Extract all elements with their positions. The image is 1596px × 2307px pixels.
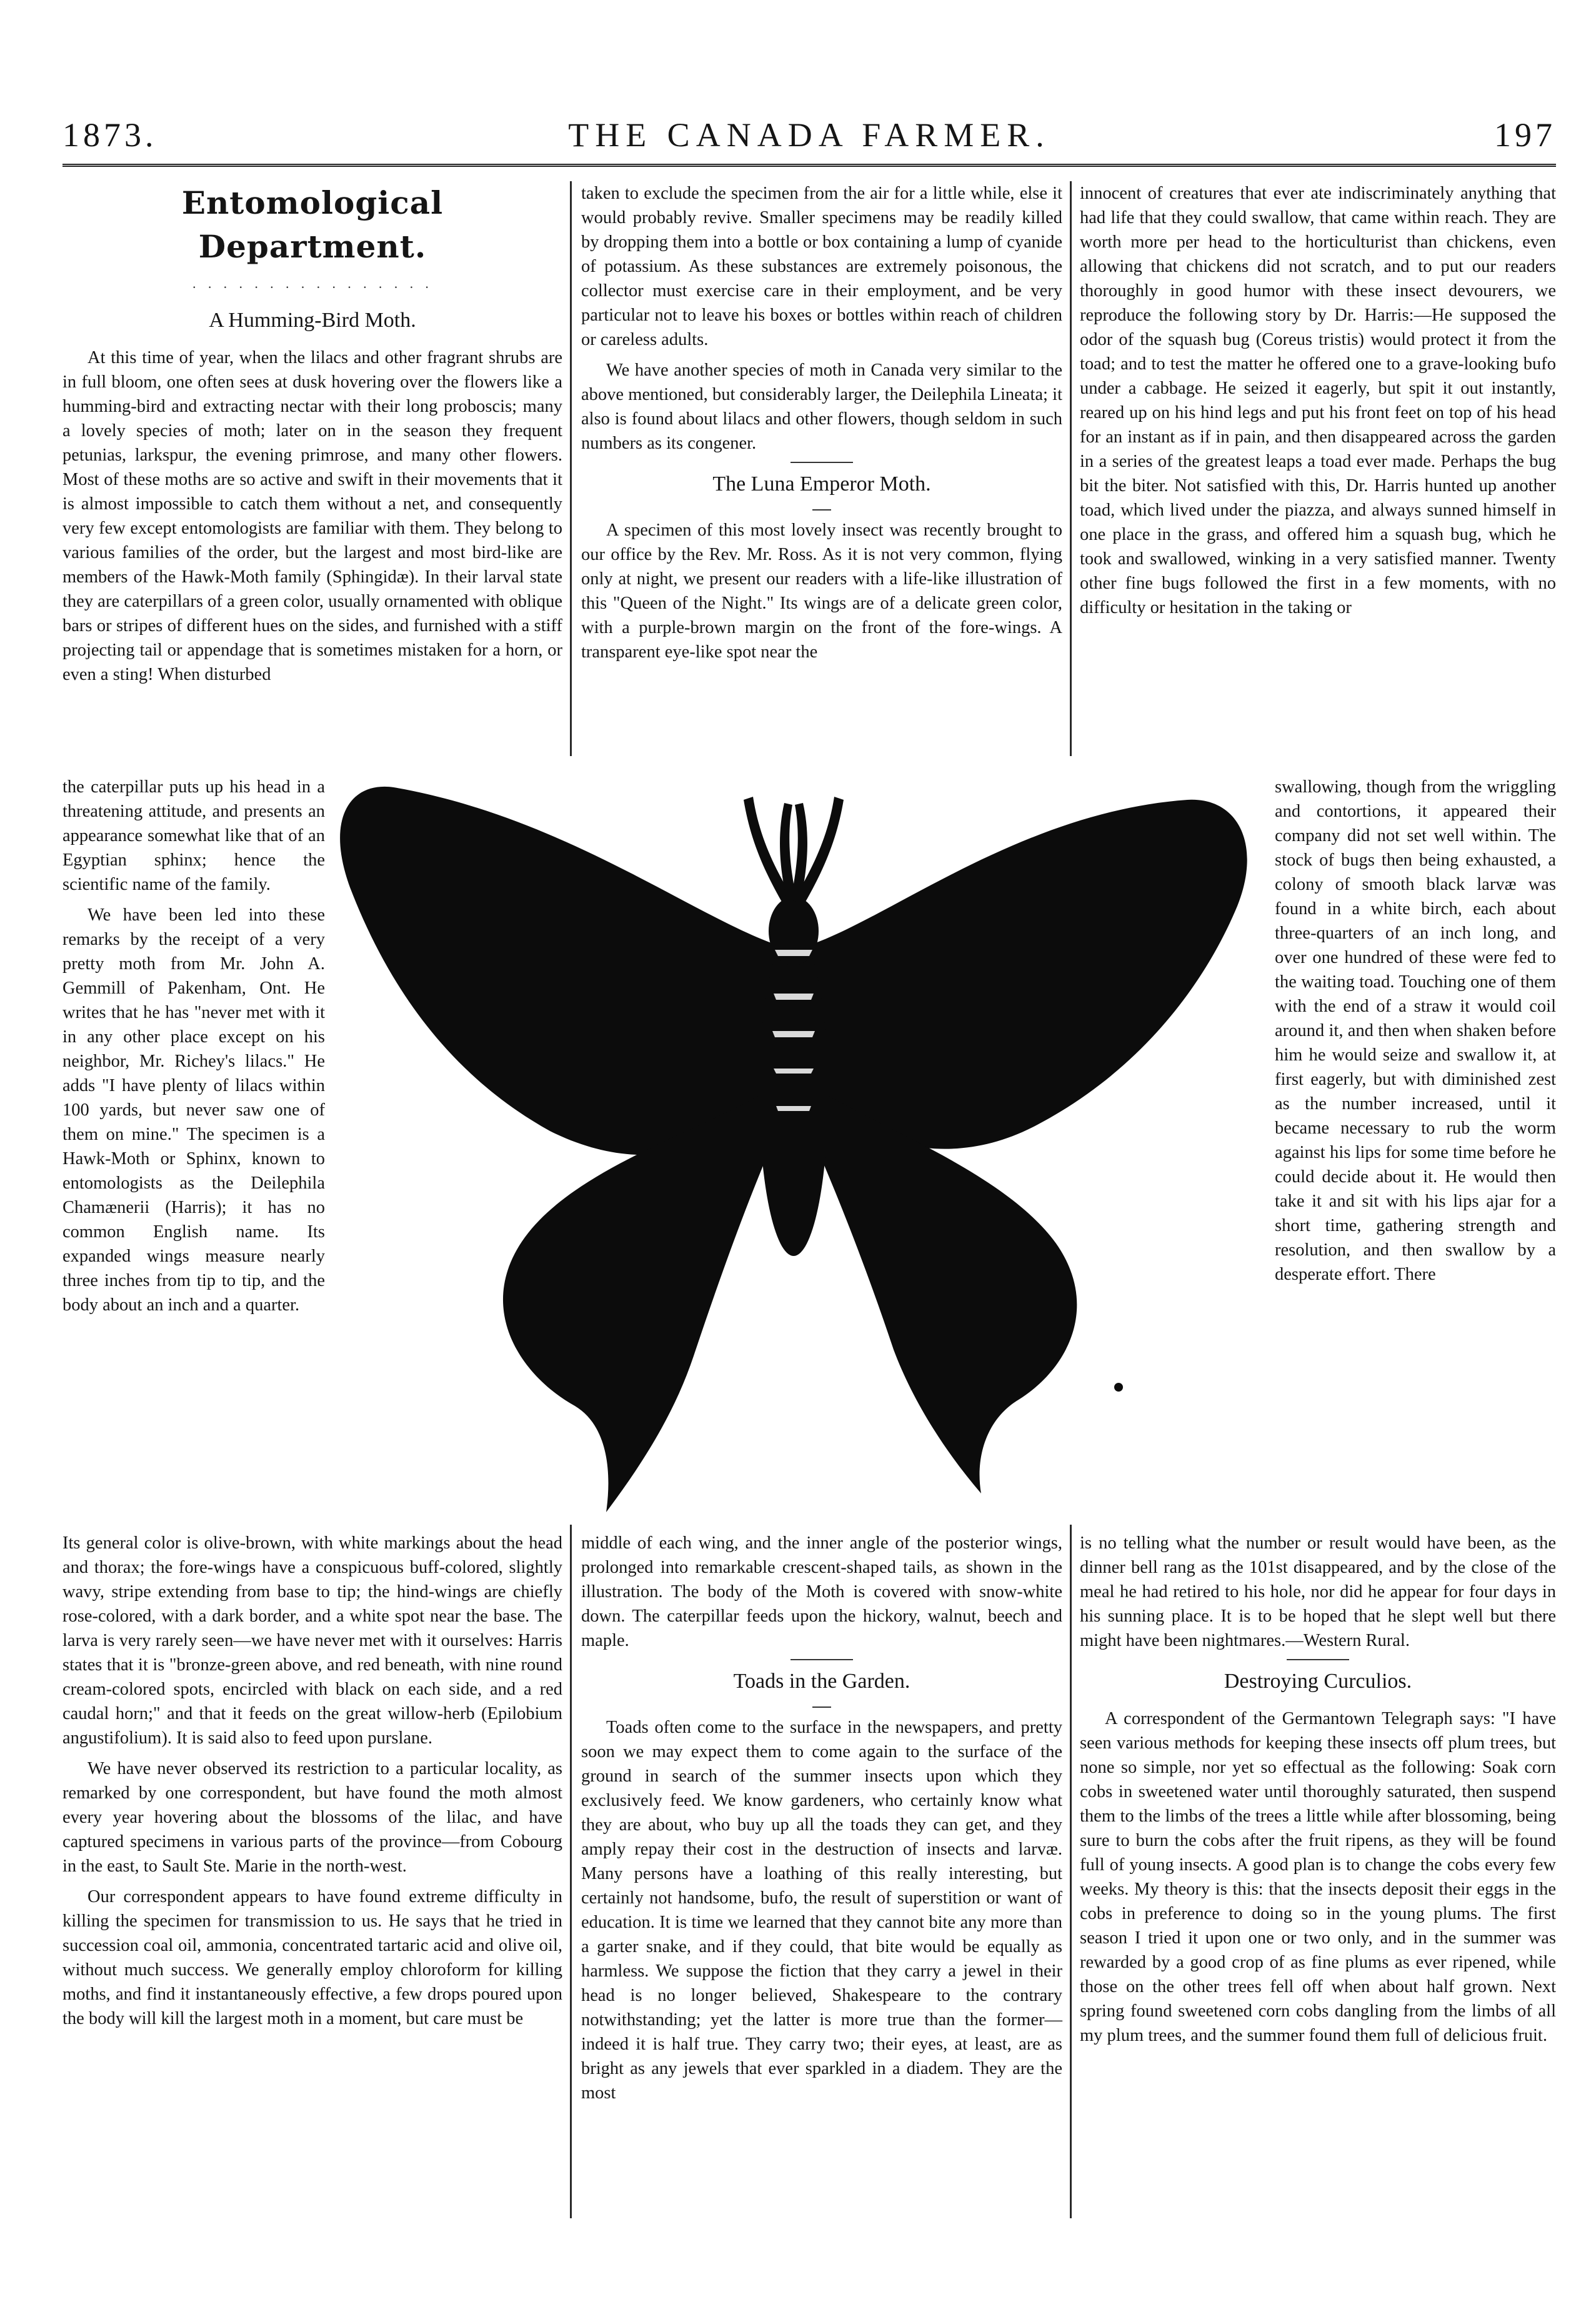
column-3-top: [1080, 181, 1556, 626]
column-1-top: [62, 181, 562, 693]
article-paragraph: A correspondent of the Germantown Telegraph says: "I have seen various methods for keeping these insects off plum trees, but none so simple, nor yet so effectual as the following: Soak corn cobs in sweetened water until thoroughly saturated, then suspend them to the limbs of the trees a little while after blossoming, being sure to burn the cobs after the fruit ripens, as they will be found full of young insects. A good plan is to change the cobs every few weeks. My theory is this: that the insects deposit their eggs in the cobs in preference to doing so in the young plums. The first season I tried it upon one or two only, and in the summer was rewarded by a good crop of as fine plums as ever ripened, while those on the other trees fell off when about half grown. Next spring found sweetened corn cobs dangling from the limbs of all my plum trees, and the summer found them full of delicious fruit.: [1080, 1709, 1556, 2045]
section-divider: [791, 462, 853, 463]
section-divider: [812, 1707, 831, 1708]
section-divider: [1287, 1659, 1349, 1660]
article-paragraph: middle of each wing, and the inner angle of the posterior wings, prolonged into remarkable crescent-shaped tails, as shown in the illustration. The body of the Moth is covered with snow-white down. The caterpillar feeds upon the hickory, walnut, beech and maple.: [581, 1533, 1062, 1650]
column-divider-right-upper: [1070, 181, 1072, 756]
article-paragraph: A specimen of this most lovely insect was recently brought to our office by the Rev. Mr. Ross. As it is not very common, flying only at night, we present our readers with a life-like illustration of this "Queen of the Night." Its wings are of a delicate green color, with a purple-brown margin on the front of the fore-wings. A transparent eye-like spot near the: [581, 521, 1062, 662]
moth-icon: [312, 744, 1275, 1537]
section-divider: [812, 509, 831, 511]
article-paragraph: Toads often come to the surface in the newspapers, and pretty soon we may expect them to come again to the surface of the ground in search of the summer insects upon which they exclusively feed. We know gardeners, who certainly know what they are about, who buy up all the toads they can get, and they amply repay their cost in the destruction of insects and larvæ. Many persons have a loathing of this really interesting, but certainly not handsome, bufo, the result of superstition or want of education. It is time we learned that they cannot bite any more than a garter snake, and if they could, that bite would be equally as harmless. We suppose the fiction that they carry a jewel in their head is no longer believed, Shakespeare to the contrary notwithstanding; yet the latter is more true than the former—indeed it is half true. They carry two; their eyes, at least, are as bright as any jewels that ever sparkled in a diadem. They are the most: [581, 1718, 1062, 2103]
article-paragraph: swallowing, though from the wriggling and contortions, it appeared their company did not set well within. The stock of bugs then being exhausted, a colony of smooth black larvæ was found in a white birch, each about three-quarters of an inch long, and over one hundred of these were fed to the waiting toad. Touching one of them with the end of a straw it would coil around it, and then when shaken before him he would seize and swallow it, at first eagerly, but with diminished zest as the number increased, until it became necessary to rub the worm against his lips for some time before he could decide about it. He would then take it and sit with his lips ajar for a short time, gathering strength and resolution, and then swallow by a desperate effort. There: [1275, 777, 1556, 1284]
article-title-luna: The Luna Emperor Moth.: [712, 472, 931, 496]
masthead: [62, 109, 1556, 166]
column-divider-left-upper: [570, 181, 572, 756]
article-paragraph: We have been led into these remarks by the receipt of a very pretty moth from Mr. John A. Gemmill of Pakenham, Ont. He writes that he has "never met with it in any other place except on his neighbor, Mr. Richey's lilacs." He adds "I have plenty of lilacs within 100 yards, but never saw one of them on mine." The specimen is a Hawk-Moth or Sphinx, known to entomologists as the Deilephila Chamænerii (Harris); it has no common English name. Its expanded wings measure nearly three inches from tip to tip, and the body about an inch and a quarter.: [62, 905, 325, 1315]
article-paragraph: Its general color is olive-brown, with white markings about the head and thorax; the fore-wings have a conspicuous buff-colored, slightly wavy, stripe extending from base to tip; the hind-wings are chiefly rose-colored, with a dark border, and a white spot near the base. The larva is very rarely seen—we have never met with it ourselves: Harris states that it is "bronze-green above, and red beneath, with nine round cream-colored spots, encircled with black on each side, and a red caudal horn;" and that it feeds on the great willow-herb (Epilobium angustifolium). It is said also to feed upon purslane.: [62, 1533, 562, 1748]
article-title-curculios: Destroying Curculios.: [1224, 1670, 1412, 1693]
issue-year: 1873.: [62, 116, 157, 154]
article-paragraph: innocent of creatures that ever ate indiscriminately anything that had life that they could swallow, that came within reach. They are worth more per head to the horticulturist than chickens, even allowing that chickens did not scratch, and to put our readers thoroughly in good humor with these insect devourers, we reproduce the following story by Dr. Harris:—He supposed the odor of the squash bug (Coreus tristis) would protect it from the toad; and to test the matter he offered one to a grave-looking bufo under a cabbage. He seized it eagerly, but spit it out instantly, reared up on his hind legs and put his front feet on top of his head for an instant as if in pain, and then disappeared across the garden in a series of the greatest leaps a toad ever made. Perhaps the bug bit the biter. Not satisfied with this, Dr. Harris hunted up another toad, which lived under the piazza, and always sunned himself in one place in the grass, and offered him a squash bug, which he took and swallowed, winking in a very satisfied manner. Twenty other fine bugs followed the first in a few moments, with no difficulty or hesitation in the taking or: [1080, 184, 1556, 617]
column-1-wrap: [62, 775, 325, 1323]
article-paragraph: We have never observed its restriction to a particular locality, as remarked by one correspondent, but have found the moth almost every year hovering about the blossoms of the lilac, and have captured specimens in various parts of the province—from Cobourg in the east, to Sault Ste. Marie in the north-west.: [62, 1759, 562, 1876]
column-1-bottom: [62, 1531, 562, 2037]
newspaper-title: THE CANADA FARMER.: [568, 116, 1050, 154]
article-title-hummingbird: A Humming-Bird Moth.: [209, 309, 416, 332]
luna-moth-illustration: [312, 744, 1275, 1537]
column-3-wrap: [1275, 775, 1556, 1293]
article-paragraph: is no telling what the number or result would have been, as the dinner bell rang as the 101st disappeared, and by the close of the meal he had retired to his hole, nor did he appear for four days in his sunning place. It is to be hoped that he slept well but there might have been nightmares.—Western Rural.: [1080, 1533, 1556, 1650]
article-paragraph: taken to exclude the specimen from the air for a little while, else it would probably revive. Smaller specimens may be readily killed by dropping them into a bottle or box containing a lump of cyanide of potassium. As these substances are extremely poisonous, the collector must exercise care in their employment, and be very particular not to leave his boxes or bottles within reach of children or careless adults.: [581, 184, 1062, 349]
masthead-rule: [62, 164, 1556, 167]
article-paragraph: Our correspondent appears to have found extreme difficulty in killing the specimen for transmission to us. He says that he tried in succession coal oil, ammonia, concentrated tartaric acid and olive oil, without much success. We generally employ chloroform for killing moths, and find it instantaneously effective, a few drops poured upon the body will kill the largest moth in a moment, but care must be: [62, 1887, 562, 2028]
column-divider-left-lower: [570, 1525, 572, 2218]
article-paragraph: We have another species of moth in Canada very similar to the above mentioned, but considerably larger, the Deilephila Lineata; it also is found about lilacs and other flowers, though seldom in such numbers as its congener.: [581, 361, 1062, 453]
department-title: Entomological Department.: [181, 184, 444, 265]
column-2-bottom: [581, 1531, 1062, 2111]
column-divider-right-lower: [1070, 1525, 1072, 2218]
article-paragraph: the caterpillar puts up his head in a threatening attitude, and presents an appearance somewhat like that of an Egyptian sphinx; hence the scientific name of the family.: [62, 777, 325, 894]
column-2-top: [581, 181, 1062, 670]
section-divider: [791, 1659, 853, 1660]
ornament-divider: · · · · · · · · · · · · · · · ·: [192, 279, 433, 295]
page-number: 197: [1494, 116, 1556, 154]
column-3-bottom: [1080, 1531, 1556, 2054]
article-title-toads: Toads in the Garden.: [733, 1670, 910, 1693]
article-paragraph: At this time of year, when the lilacs and other fragrant shrubs are in full bloom, one often sees at dusk hovering over the flowers like a humming-bird and extracting nectar with their long proboscis; many a lovely species of moth; later on in the season they frequent petunias, larkspur, the evening primrose, and many other flowers. Most of these moths are so active and swift in their movements that it is almost impossible to catch them without a net, and consequently very few except entomologists are familiar with them. They belong to various families of the order, but the largest and most bird-like are members of the Hawk-Moth family (Sphingidæ). In their larval state they are caterpillars of a green color, usually ornamented with oblique bars or stripes of different hues on the sides, and furnished with a stiff projecting tail or appendage that is sometimes mistaken for a horn, or even a sting! When disturbed: [62, 348, 562, 684]
